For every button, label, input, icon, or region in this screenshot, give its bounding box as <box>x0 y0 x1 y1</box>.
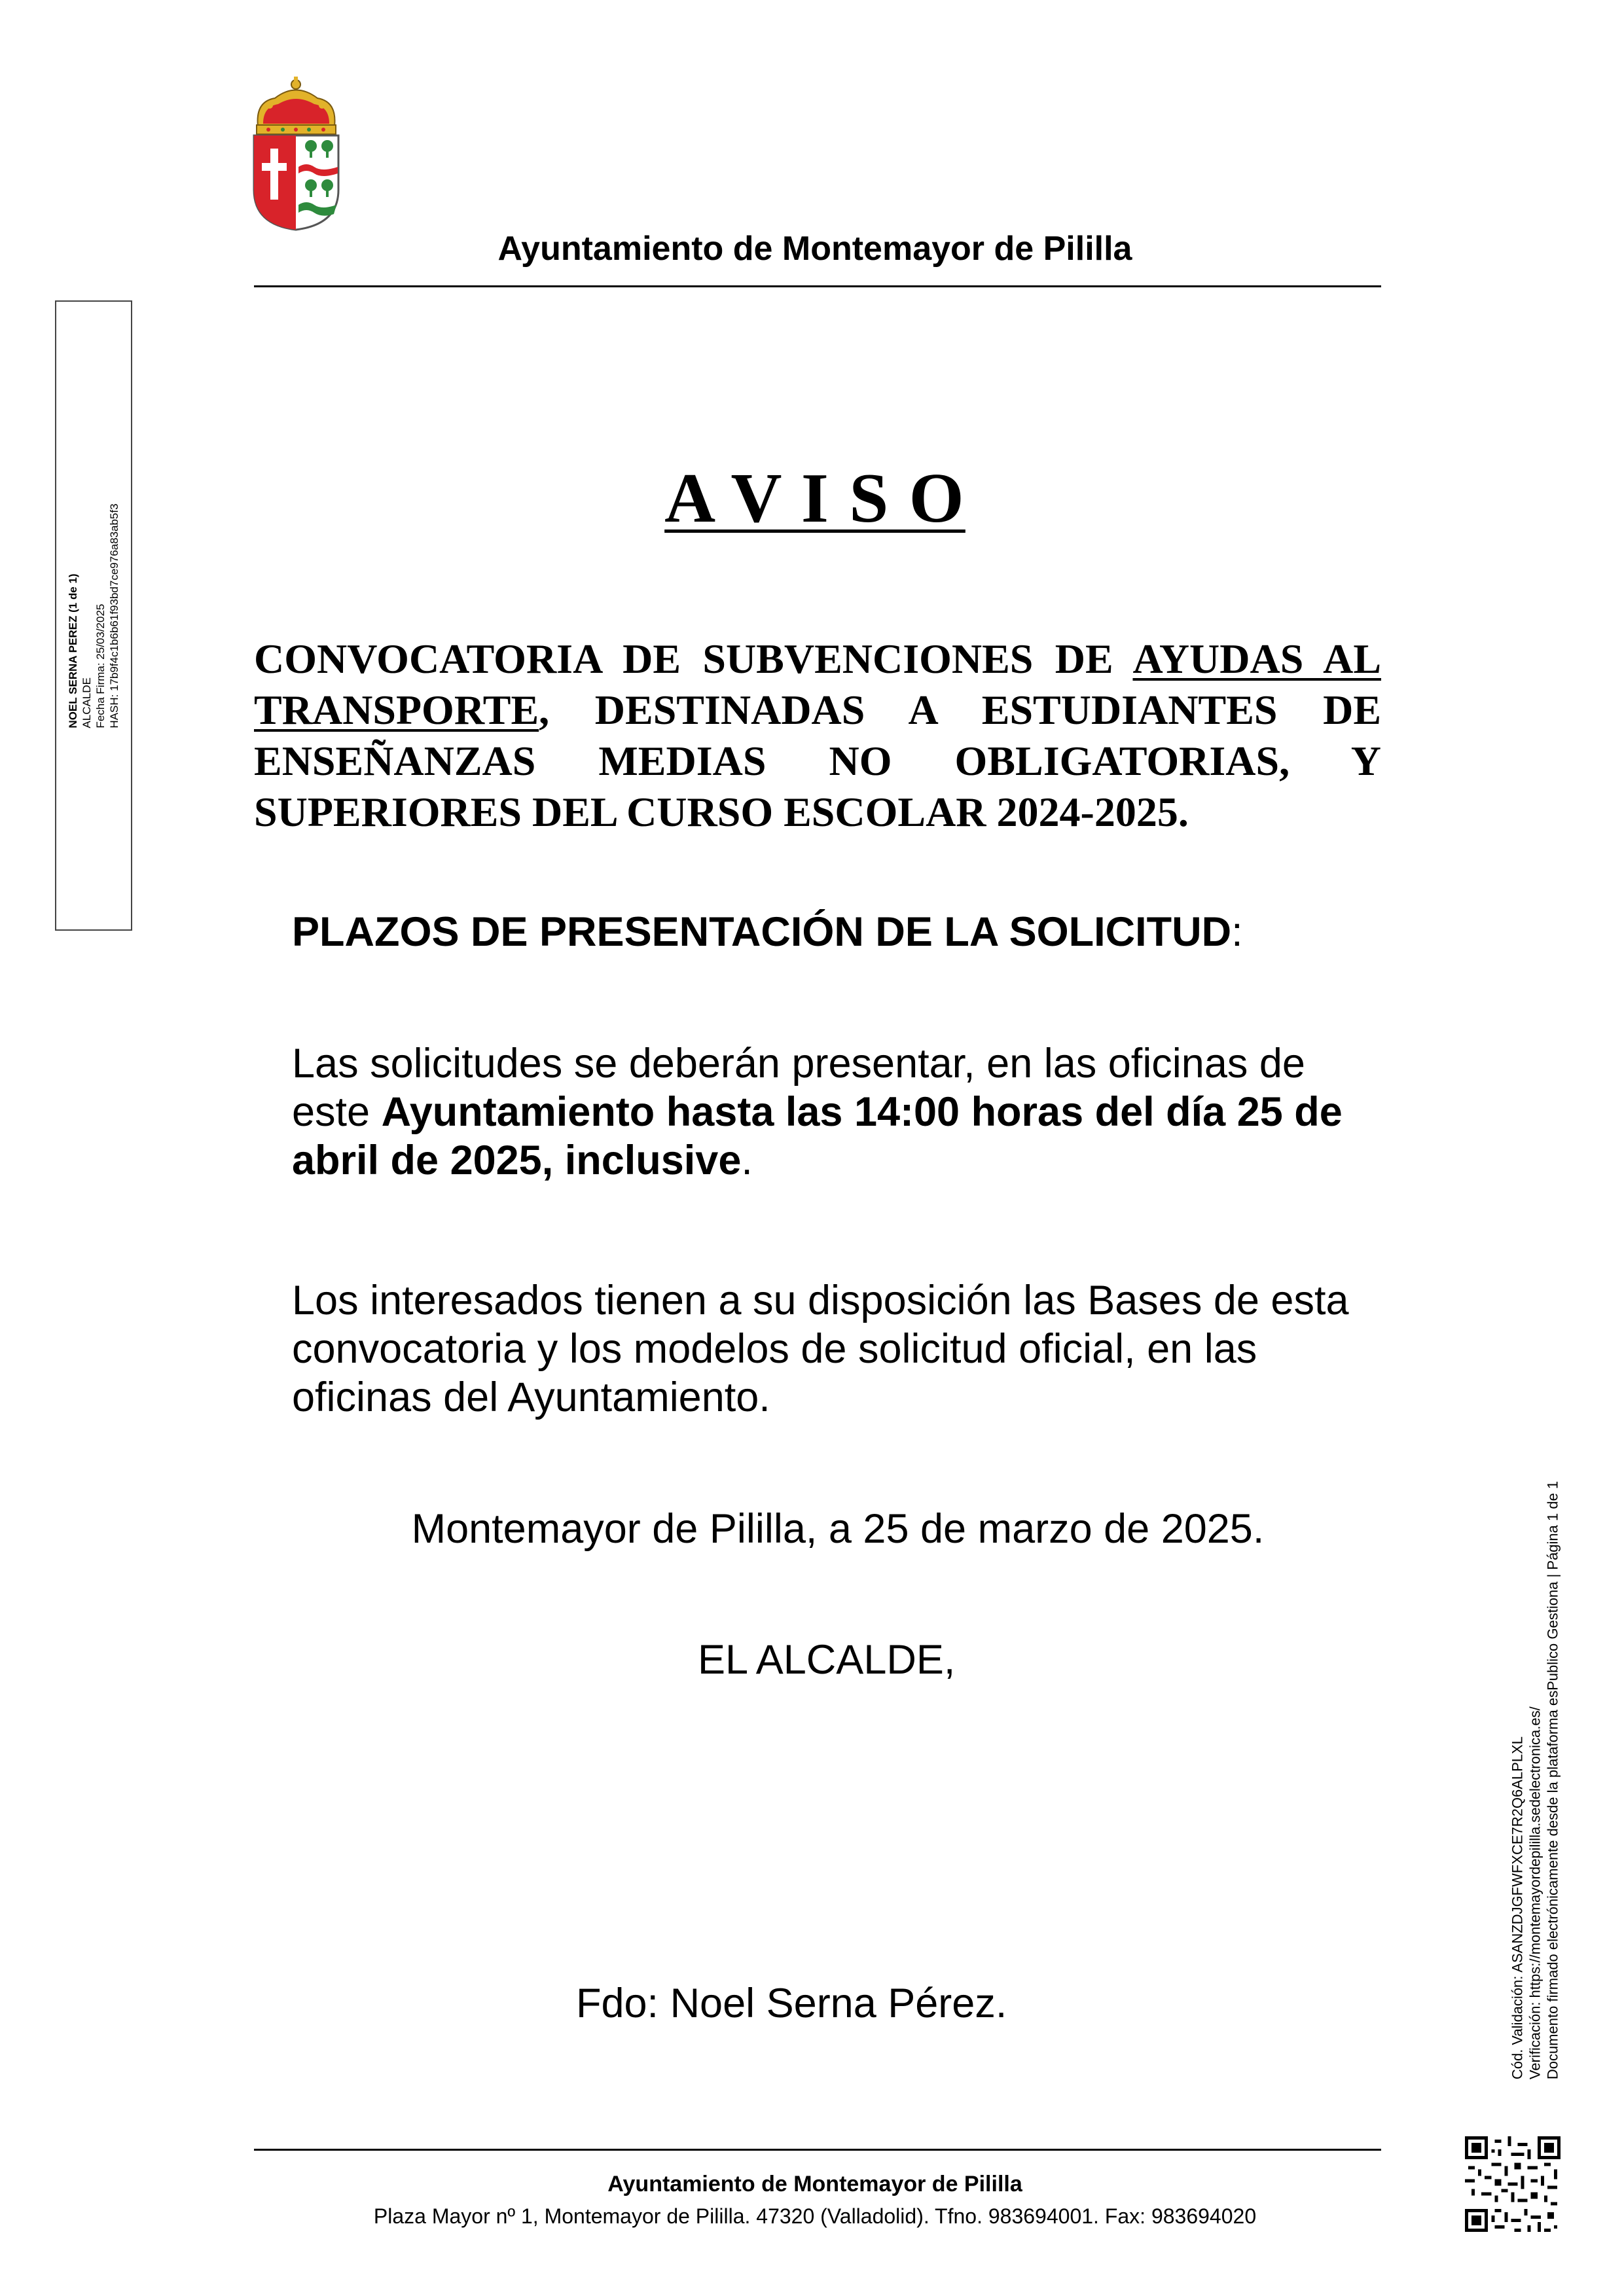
convocatoria-heading <box>254 634 1381 838</box>
footer-organization: Ayuntamiento de Montemayor de Pililla <box>607 2172 1022 2197</box>
verification-url: Verificación: https://montemayordepililla.sedelectronica.es/ <box>1526 1706 1543 2080</box>
stamp-date: Fecha Firma: 25/03/2025 <box>94 603 107 728</box>
header-divider <box>254 285 1381 287</box>
verification-text <box>1509 1481 1562 2079</box>
deadline-normal: Las solicitudes se deberán presentar, en las oficinas de este <box>292 1041 1305 1135</box>
deadline-end: . <box>741 1138 753 1183</box>
plazos-heading <box>292 908 1381 956</box>
footer-address: Plaza Mayor nº 1, Montemayor de Pililla. 47320 (Valladolid). Tfno. 983694001. Fax: 983694020 <box>373 2204 1257 2228</box>
deadline-paragraph <box>292 1039 1381 1185</box>
stamp-signer: NOEL SERNA PEREZ (1 de 1) <box>67 573 79 728</box>
plazos-colon: : <box>1231 909 1243 955</box>
platform-note: Documento firmado electrónicamente desde la plataforma esPublico Gestiona | Página 1 de 1 <box>1544 1480 1561 2080</box>
convocatoria-part1: CONVOCATORIA DE SUBVENCIONES DE <box>254 636 1133 682</box>
header-organization: Ayuntamiento de Montemayor de Pililla <box>497 230 1132 268</box>
stamp-hash: HASH: 17b9f4c1b6b61f93bd7ce976a83ab5f3 <box>108 503 120 728</box>
document-title: A V I S O <box>664 459 965 537</box>
qr-code-icon[interactable] <box>1465 2136 1561 2232</box>
convocatoria-part2: , DESTINADAS A ESTUDIANTES DE ENSEÑANZAS MEDIAS NO OBLIGATORIAS, Y SUPERIORES DEL CURSO ESCOLAR 2024-2025. <box>254 687 1381 835</box>
availability-paragraph: Los interesados tienen a su disposición las Bases de esta convocatoria y los modelos de solicitud oficial, en las oficinas del Ayuntamiento. <box>292 1278 1349 1420</box>
place-date: Montemayor de Pililla, a 25 de marzo de 2025. <box>411 1506 1265 1552</box>
stamp-role: ALCALDE <box>81 677 93 728</box>
signer-title: EL ALCALDE, <box>698 1637 956 1683</box>
signature-stamp-box <box>55 300 132 931</box>
signature-line: Fdo: Noel Serna Pérez. <box>576 1981 1007 2026</box>
footer-divider <box>254 2149 1381 2151</box>
signature-stamp-text <box>66 503 121 728</box>
verification-block <box>1499 1427 1571 2134</box>
plazos-heading-text: PLAZOS DE PRESENTACIÓN DE LA SOLICITUD <box>292 909 1232 955</box>
coat-of-arms-icon <box>249 75 344 232</box>
validation-code: Cód. Validación: ASANZDJGFWFXCE7R2Q6ALPLXL <box>1509 1736 1526 2080</box>
convocatoria-underlined: AYUDAS AL TRANSPORTE <box>254 636 1382 733</box>
deadline-bold: Ayuntamiento hasta las 14:00 horas del día 25 de abril de 2025, inclusive <box>292 1089 1343 1183</box>
